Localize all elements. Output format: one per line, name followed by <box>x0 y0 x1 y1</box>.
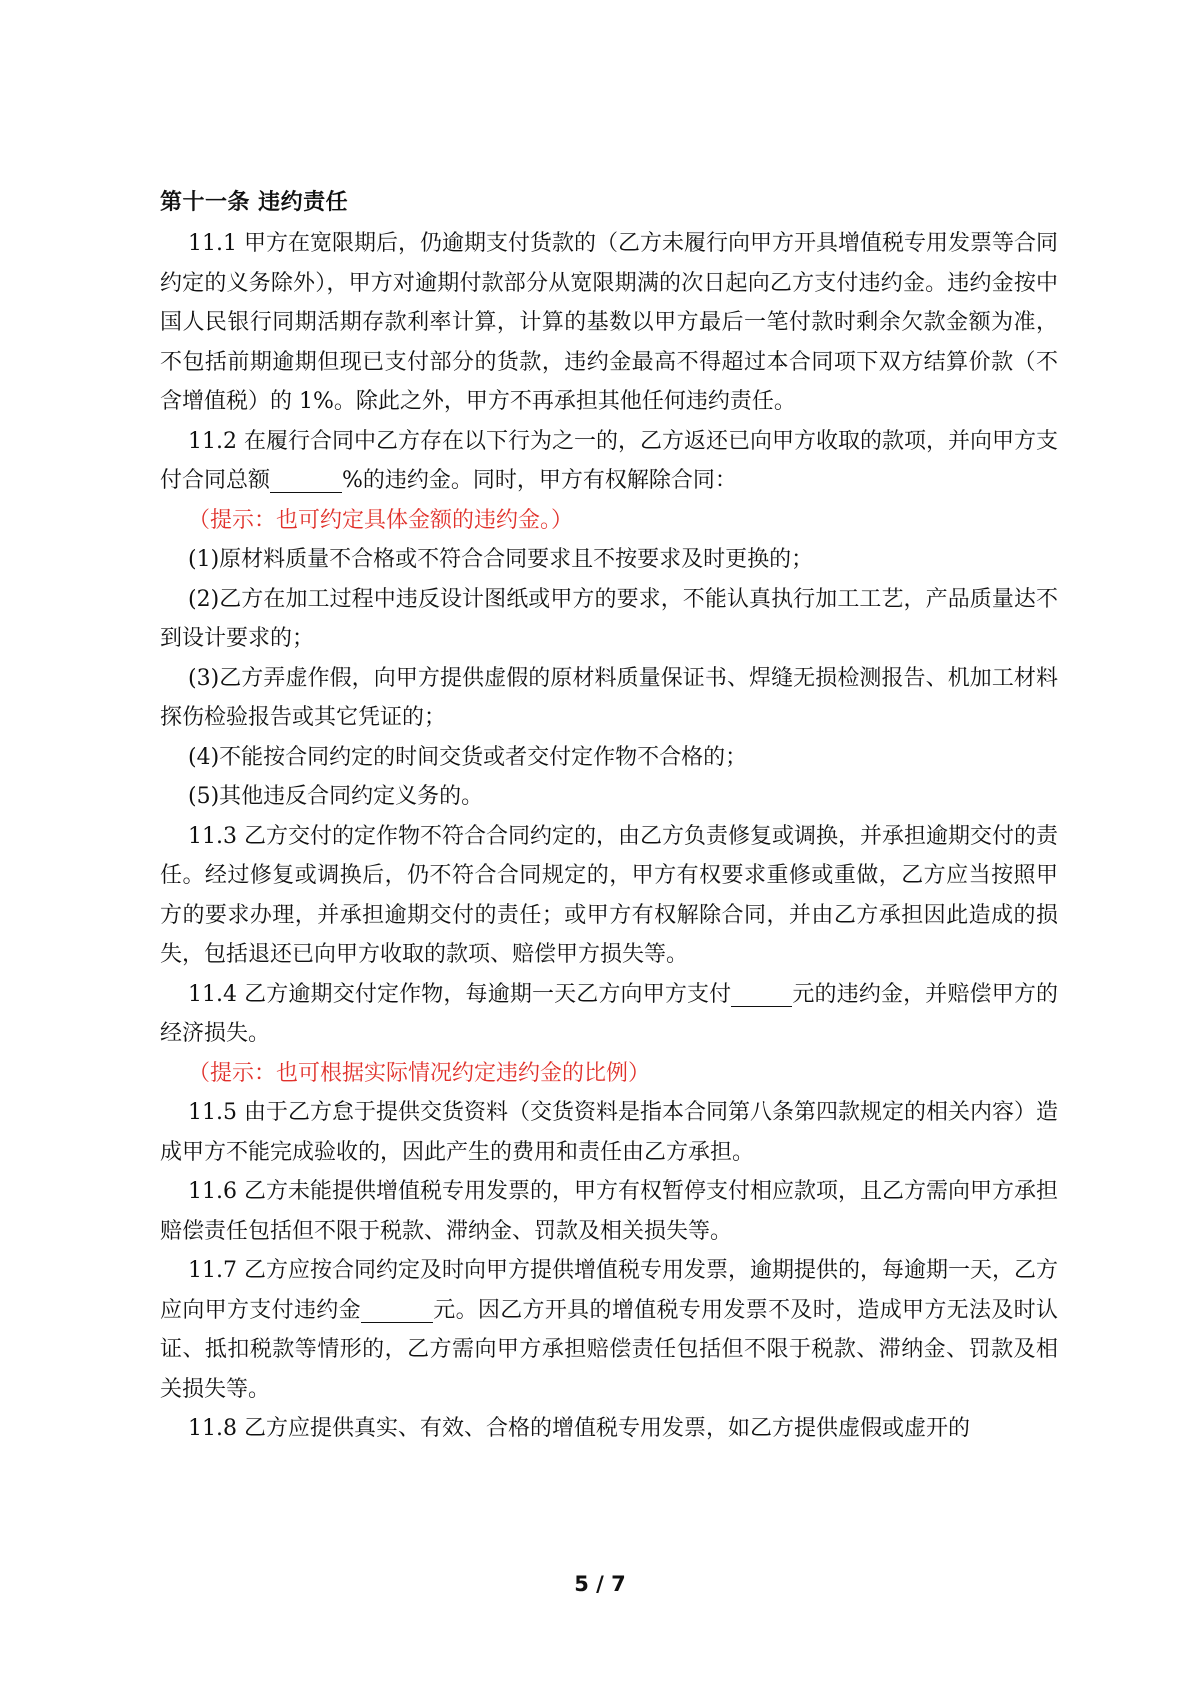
clause-11-4-blank <box>731 984 792 1007</box>
clause-11-2-text-a: 11.2 在履行合同中乙方存在以下行为之一的，乙方返还已向甲方收取的款项，并向甲方支付合同总额 <box>160 428 1058 493</box>
list-item-5: (5)其他违反合同约定义务的。 <box>188 784 484 809</box>
clause-11-7 <box>160 1251 1058 1409</box>
clause-11-2-text-b: %的违约金。同时，甲方有权解除合同： <box>342 468 737 493</box>
article-heading: 第十一条 违约责任 <box>160 190 349 215</box>
clause-11-8: 11.8 乙方应提供真实、有效、合格的增值税专用发票，如乙方提供虚假或虚开的 <box>188 1416 970 1441</box>
clause-11-6: 11.6 乙方未能提供增值税专用发票的，甲方有权暂停支付相应款项，且乙方需向甲方承担赔偿责任包括但不限于税款、滞纳金、罚款及相关损失等。 <box>160 1179 1058 1244</box>
clause-11-7-blank <box>361 1300 433 1323</box>
clause-11-4-text-b: 元的违约金，并赔偿甲方的经济损失。 <box>160 981 1058 1046</box>
document-page <box>160 186 1058 1449</box>
page-number: 5 / 7 <box>574 1572 626 1596</box>
hint-note-2: （提示：也可根据实际情况约定违约金的比例） <box>188 1060 651 1086</box>
clause-11-7-text-b: 元。因乙方开具的增值税专用发票不及时，造成甲方无法及时认证、抵扣税款等情形的，乙方需向甲方承担赔偿责任包括但不限于税款、滞纳金、罚款及相关损失等。 <box>160 1297 1058 1402</box>
clause-11-1: 11.1 甲方在宽限期后，仍逾期支付货款的（乙方未履行向甲方开具增值税专用发票等合同约定的义务除外），甲方对逾期付款部分从宽限期满的次日起向乙方支付违约金。违约金按中国人民银行同期活期存款利率计算，计算的基数以甲方最后一笔付款时剩余欠款金额为准，不包括前期逾期但现已支付部分的货款，违约金最高不得超过本合同项下双方结算价款（不含增值税）的 1%。除此之外，甲方不再承担其他任何违约责任。 <box>160 231 1058 414</box>
clause-11-2-blank <box>270 470 342 493</box>
list-item-4: (4)不能按合同约定的时间交货或者交付定作物不合格的； <box>188 744 748 770</box>
list-item-1: (1)原材料质量不合格或不符合合同要求且不按要求及时更换的； <box>188 547 814 572</box>
clause-11-2 <box>160 422 1058 501</box>
clause-11-5: 11.5 由于乙方怠于提供交货资料（交货资料是指本合同第八条第四款规定的相关内容）造成甲方不能完成验收的，因此产生的费用和责任由乙方承担。 <box>160 1100 1058 1165</box>
hint-note-1: （提示：也可约定具体金额的违约金。） <box>188 507 574 533</box>
clause-11-4-text-a: 11.4 乙方逾期交付定作物，每逾期一天乙方向甲方支付 <box>188 981 732 1007</box>
clause-11-3: 11.3 乙方交付的定作物不符合合同约定的，由乙方负责修复或调换，并承担逾期交付的责任。经过修复或调换后，仍不符合合同规定的，甲方有权要求重修或重做，乙方应当按照甲方的要求办理，并承担逾期交付的责任；或甲方有权解除合同，并由乙方承担因此造成的损失，包括退还已向甲方收取的款项、赔偿甲方损失等。 <box>160 823 1058 967</box>
list-item-3: (3)乙方弄虚作假，向甲方提供虚假的原材料质量保证书、焊缝无损检测报告、机加工材料探伤检验报告或其它凭证的； <box>160 665 1058 730</box>
clause-11-4 <box>160 975 1058 1054</box>
clause-11-7-text-a: 11.7 乙方应按合同约定及时向甲方提供增值税专用发票，逾期提供的，每逾期一天，乙方应向甲方支付违约金 <box>160 1258 1058 1323</box>
list-item-2: (2)乙方在加工过程中违反设计图纸或甲方的要求，不能认真执行加工工艺，产品质量达不到设计要求的； <box>160 586 1058 651</box>
